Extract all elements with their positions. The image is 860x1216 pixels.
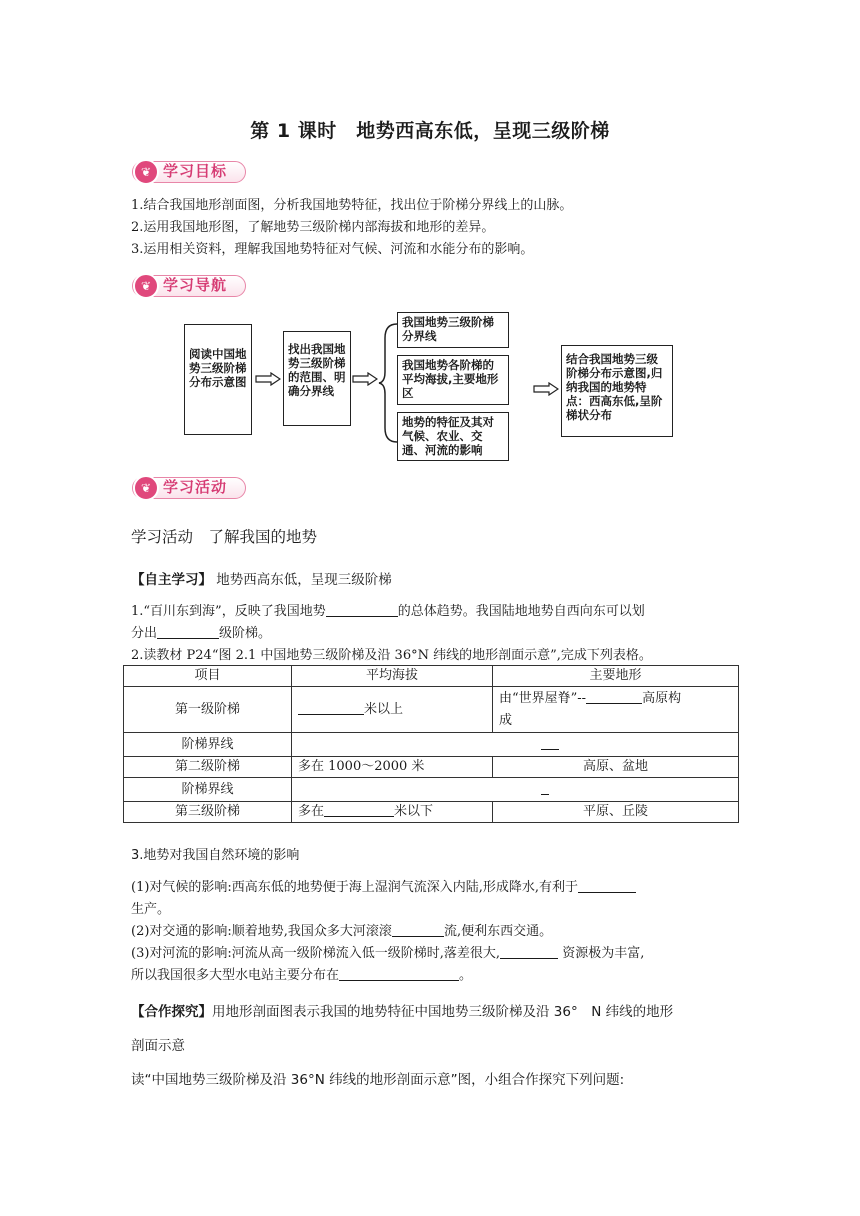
- activity-heading: 学习活动 了解我国的地势: [131, 528, 318, 546]
- cell-text: 多在: [298, 804, 325, 819]
- page-title: 第 1 课时 地势西高东低，呈现三级阶梯: [250, 120, 610, 142]
- table-cell: 第一级阶梯: [124, 687, 292, 733]
- flow-box-altitude: 我国地势各阶梯的平均海拔,主要地形区: [397, 355, 509, 405]
- question-text: 的总体趋势。我国陆地地势自西向东可以划: [397, 604, 645, 619]
- cell-text: 米以上: [364, 701, 404, 717]
- goal-item: 3.运用相关资料，理解我国地势特征对气候、河流和水能分布的影响。: [131, 242, 534, 257]
- question-3-item-cont: 生产。: [131, 902, 171, 917]
- question-2: 2.读教材 P24“图 2.1 中国地势三级阶梯及沿 36°N 纬线的地形剖面示意”,完成下列表格。: [131, 648, 652, 663]
- section-badge-activity: [132, 477, 246, 499]
- section-badge-nav: [132, 275, 246, 297]
- table-header-row: [124, 666, 739, 687]
- table-row: [124, 778, 739, 802]
- coop-text: 用地形剖面图表示我国的地势特征中国地势三级阶梯及沿 36° N 纬线的地形: [212, 1004, 674, 1020]
- question-text: (2)对交通的影响:顺着地势,我国众多大河滚滚: [131, 924, 392, 939]
- table-cell: [292, 802, 493, 823]
- cell-text: 高原构: [642, 690, 682, 706]
- question-text: 1.“百川东到海”，反映了我国地势: [131, 604, 326, 619]
- answer-blank[interactable]: [586, 690, 642, 704]
- leaf-icon: ❦: [133, 273, 159, 299]
- table-header: 项目: [124, 666, 292, 687]
- flow-box-boundaries: 我国地势三级阶梯分界线: [397, 312, 509, 348]
- answer-blank[interactable]: [339, 967, 459, 981]
- section-badge-label: 学习目标: [163, 162, 228, 180]
- section-badge-label: 学习导航: [163, 276, 228, 294]
- answer-blank[interactable]: [326, 603, 398, 617]
- question-text: 资源极为丰富,: [562, 946, 645, 961]
- coop-text-cont: 剖面示意: [131, 1038, 185, 1054]
- question-text: 。: [459, 968, 473, 983]
- table-cell: [292, 687, 493, 733]
- read-instruction: 读“中国地势三级阶梯及沿 36°N 纬线的地形剖面示意”图，小组合作探究下列问题:: [131, 1072, 625, 1088]
- answer-blank[interactable]: [541, 781, 549, 795]
- table-header: 平均海拔: [292, 666, 493, 687]
- self-study-topic: 地势西高东低，呈现三级阶梯: [216, 572, 392, 588]
- self-study-heading: [131, 571, 392, 589]
- steps-table: [123, 665, 739, 823]
- table-cell: 阶梯界线: [124, 778, 292, 802]
- answer-blank[interactable]: [392, 923, 444, 937]
- arrow-right-icon: [533, 382, 559, 396]
- cell-text: 米以下: [394, 804, 434, 819]
- question-text: 级阶梯。: [219, 626, 272, 641]
- bracket-brace: [377, 322, 399, 444]
- goal-item: 1.结合我国地形剖面图，分析我国地势特征，找出位于阶梯分界线上的山脉。: [131, 198, 573, 213]
- cell-text: 成: [499, 712, 513, 728]
- answer-blank[interactable]: [298, 701, 364, 715]
- cell-text: 由“世界屋脊”--: [499, 690, 587, 706]
- question-1: [131, 603, 645, 621]
- table-row: [124, 687, 739, 733]
- leaf-icon: ❦: [133, 159, 159, 185]
- question-3-item-cont: [131, 967, 472, 985]
- table-cell: [292, 778, 739, 802]
- table-cell: 高原、盆地: [493, 757, 739, 778]
- table-header: 主要地形: [493, 666, 739, 687]
- goal-item: 2.运用我国地形图，了解地势三级阶梯内部海拔和地形的差异。: [131, 220, 495, 235]
- table-cell: 平原、丘陵: [493, 802, 739, 823]
- question-3-item: [131, 923, 552, 941]
- table-cell: 第二级阶梯: [124, 757, 292, 778]
- question-1-cont: [131, 625, 271, 643]
- flow-box-summary: 结合我国地势三级阶梯分布示意图,归纳我国的地势特点：西高东低,呈阶梯状分布: [561, 345, 673, 437]
- table-cell: 阶梯界线: [124, 733, 292, 757]
- question-text: 所以我国很多大型水电站主要分布在: [131, 968, 340, 983]
- flow-box-influence: 地势的特征及其对气候、农业、交通、河流的影响: [397, 412, 509, 461]
- question-text: 流,便利东西交通。: [443, 924, 553, 939]
- table-cell: [493, 687, 739, 733]
- question-text: (1)对气候的影响:西高东低的地势便于海上湿润气流深入内陆,形成降水,有利于: [131, 880, 579, 895]
- table-row: [124, 802, 739, 823]
- question-3-item: [131, 945, 644, 963]
- arrow-right-icon: [352, 372, 378, 386]
- table-cell: 第三级阶梯: [124, 802, 292, 823]
- coop-label: 【合作探究】: [131, 1004, 212, 1020]
- table-cell: [292, 733, 739, 757]
- flow-box-read-map: 阅读中国地势三级阶梯分布示意图: [184, 324, 252, 435]
- table-cell: 多在 1000～2000 米: [292, 757, 493, 778]
- answer-blank[interactable]: [157, 625, 219, 639]
- flow-box-find-steps: 找出我国地势三级阶梯的范围、明确分界线: [283, 331, 351, 426]
- question-3-item: [131, 879, 636, 897]
- coop-heading: [131, 1003, 673, 1021]
- leaf-icon: ❦: [133, 475, 159, 501]
- question-text: 分出: [131, 626, 158, 641]
- section-badge-goals: [132, 161, 246, 183]
- table-row: [124, 733, 739, 757]
- answer-blank[interactable]: [541, 736, 559, 750]
- question-3-heading: 3.地势对我国自然环境的影响: [131, 848, 300, 863]
- answer-blank[interactable]: [500, 945, 558, 959]
- self-study-label: 【自主学习】: [131, 572, 212, 588]
- answer-blank[interactable]: [578, 879, 636, 893]
- table-row: [124, 757, 739, 778]
- answer-blank[interactable]: [324, 803, 394, 817]
- arrow-right-icon: [255, 372, 281, 386]
- section-badge-label: 学习活动: [163, 478, 228, 496]
- question-text: (3)对河流的影响:河流从高一级阶梯流入低一级阶梯时,落差很大,: [131, 946, 501, 961]
